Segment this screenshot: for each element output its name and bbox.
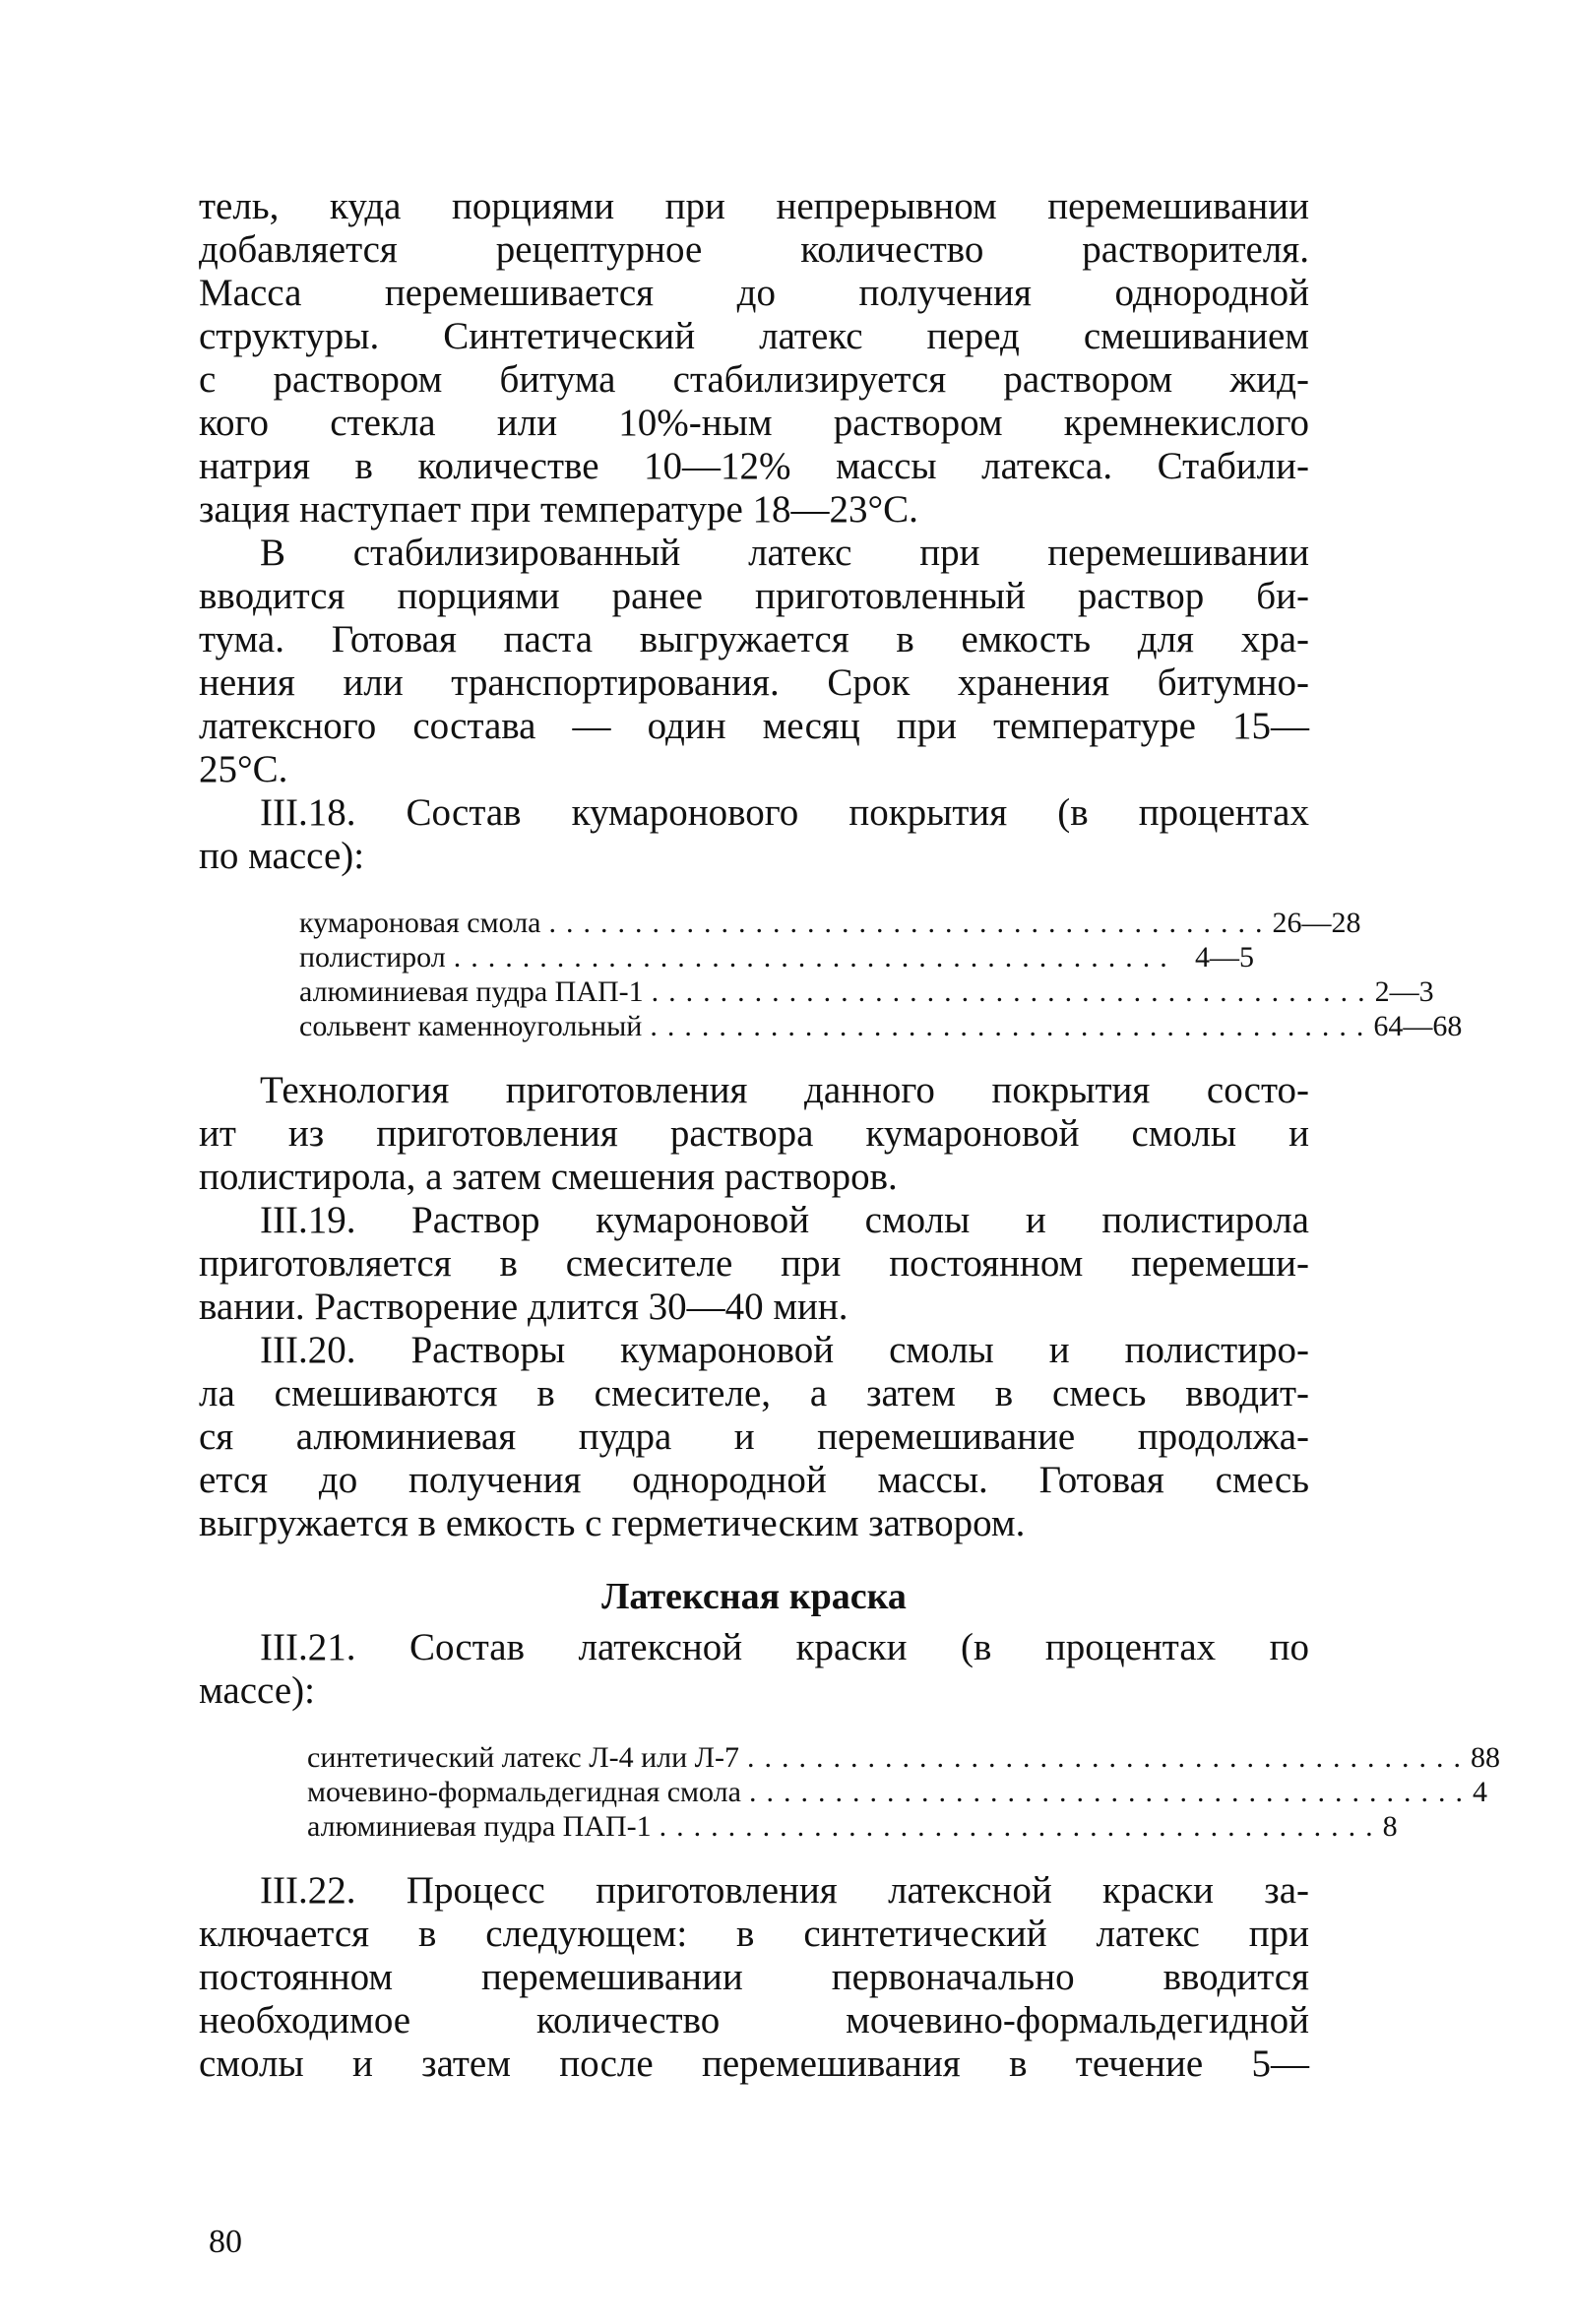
- leader-dots: ..........................................: [651, 975, 1375, 1008]
- recipe-row: [299, 940, 1293, 974]
- paragraph-technology: [199, 1069, 1309, 1199]
- text-line: структуры. Синтетический латекс перед смешиванием: [199, 315, 1309, 357]
- ingredient-name: мочевино-формальдегидная смола: [307, 1776, 741, 1808]
- recipe-row: [299, 1009, 1463, 1043]
- text-line: латексного состава — один месяц при температуре 15—: [199, 705, 1309, 747]
- text-line: III.22. Процесс приготовления латексной краски за-: [260, 1869, 1309, 1912]
- ingredient-name: синтетический латекс Л-4 или Л-7: [307, 1741, 739, 1774]
- text-line: Технология приготовления данного покрытия состо-: [260, 1069, 1309, 1111]
- text-line: необходимое количество мочевино-формальдегидной: [199, 1999, 1309, 2041]
- text-line: 25°С.: [199, 748, 288, 790]
- text-line: ключается в следующем: в синтетический латекс при: [199, 1913, 1309, 1955]
- ingredient-value: 64—68: [1373, 1010, 1463, 1042]
- text-line: массе):: [199, 1669, 315, 1712]
- section-heading: Латексная краска: [601, 1576, 907, 1617]
- ingredient-name: алюминиевая пудра ПАП-1: [299, 975, 644, 1008]
- leader-dots: ..........................................: [747, 1741, 1471, 1774]
- ingredient-value: 4: [1472, 1776, 1487, 1808]
- text-line: постоянном перемешивании первоначально вводится: [199, 1956, 1309, 1998]
- recipe-row: [307, 1740, 1500, 1775]
- text-line: с раствором битума стабилизируется раствором жид-: [199, 358, 1309, 401]
- text-line: добавляется рецептурное количество растворителя.: [199, 228, 1309, 271]
- paragraph-section-iii-18: [199, 791, 1309, 878]
- text-line: по массе):: [199, 835, 365, 877]
- recipe-list-coumarone: [299, 906, 1463, 1043]
- ingredient-value: 26—28: [1272, 907, 1361, 939]
- text-line: В стабилизированный латекс при перемешивании: [260, 532, 1309, 574]
- text-line: ется до получения однородной массы. Готовая смесь: [199, 1459, 1309, 1501]
- text-line: приготовляется в смесителе при постоянном перемеши-: [199, 1242, 1309, 1285]
- recipe-row: [307, 1809, 1398, 1844]
- page-number: 80: [209, 2224, 242, 2260]
- text-line: III.21. Состав латексной краски (в процентах по: [260, 1626, 1309, 1668]
- text-line: ит из приготовления раствора кумароновой смолы и: [199, 1112, 1309, 1155]
- text-line: выгружается в емкость с герметическим затвором.: [199, 1502, 1026, 1544]
- text-line: ла смешиваются в смесителе, а затем в смесь вводит-: [199, 1372, 1309, 1414]
- text-line: тума. Готовая паста выгружается в емкость для хра-: [199, 618, 1309, 660]
- paragraph-stabilized-latex: [199, 532, 1309, 791]
- ingredient-value: 88: [1471, 1741, 1500, 1774]
- text-line: III.20. Растворы кумароновой смолы и полистиро-: [260, 1329, 1309, 1371]
- recipe-row: [307, 1775, 1487, 1809]
- ingredient-value: 8: [1382, 1810, 1398, 1843]
- recipe-row: [299, 974, 1434, 1009]
- leader-dots: ..........................................: [548, 907, 1273, 939]
- paragraph-section-iii-20: [199, 1329, 1309, 1545]
- leader-dots: ..........................................: [650, 1010, 1374, 1042]
- text-line: тель, куда порциями при непрерывном перемешивании: [199, 185, 1309, 227]
- ingredient-name: полистирол: [299, 941, 446, 974]
- text-line: III.19. Раствор кумароновой смолы и полистирола: [260, 1199, 1309, 1241]
- paragraph-bitumen-mixing: [199, 185, 1309, 532]
- text-line: нения или транспортирования. Срок хранения битумно-: [199, 661, 1309, 704]
- text-line: кого стекла или 10%-ным раствором кремнекислого: [199, 402, 1309, 444]
- recipe-list-latex-paint: [307, 1740, 1500, 1844]
- ingredient-value: 4—5: [1195, 941, 1254, 974]
- paragraph-section-iii-22: [199, 1869, 1309, 2086]
- text-line: натрия в количестве 10—12% массы латекса. Стабили-: [199, 445, 1309, 487]
- text-line: вании. Растворение длится 30—40 мин.: [199, 1286, 848, 1328]
- text-line: III.18. Состав кумаронового покрытия (в процентах: [260, 791, 1309, 834]
- text-line: Масса перемешивается до получения однородной: [199, 272, 1309, 314]
- text-line: смолы и затем после перемешивания в течение 5—: [199, 2042, 1309, 2085]
- text-line: вводится порциями ранее приготовленный раствор би-: [199, 575, 1309, 617]
- text-line: полистирола, а затем смешения растворов.: [199, 1156, 898, 1198]
- ingredient-name: кумароновая смола: [299, 907, 541, 939]
- ingredient-value: 2—3: [1374, 975, 1434, 1008]
- ingredient-name: алюминиевая пудра ПАП-1: [307, 1810, 652, 1843]
- leader-dots: ..........................................: [453, 941, 1177, 974]
- ingredient-name: сольвент каменноугольный: [299, 1010, 643, 1042]
- text-line: зация наступает при температуре 18—23°С.: [199, 488, 918, 531]
- recipe-row: [299, 906, 1361, 940]
- paragraph-section-iii-19: [199, 1199, 1309, 1329]
- leader-dots: ..........................................: [659, 1810, 1383, 1843]
- page-body: [199, 185, 1500, 2086]
- paragraph-section-iii-21: [199, 1626, 1309, 1713]
- text-line: ся алюминиевая пудра и перемешивание продолжа-: [199, 1415, 1309, 1458]
- leader-dots: ..........................................: [748, 1776, 1473, 1808]
